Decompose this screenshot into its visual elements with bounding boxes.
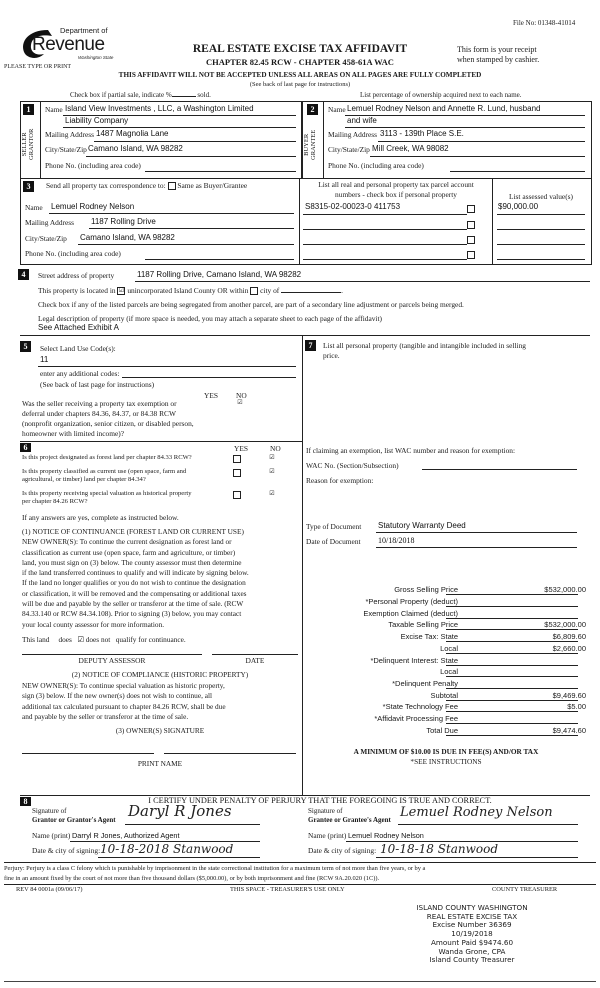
buyer-mailing-label: Mailing Address xyxy=(328,130,378,139)
deputy-assessor-label: DEPUTY ASSESSOR xyxy=(78,656,146,665)
wac-label: WAC No. (Section/Subsection) xyxy=(306,461,399,470)
underline xyxy=(376,532,577,533)
underline xyxy=(303,244,467,245)
grantor-name: Darryl R Jones, Authorized Agent xyxy=(72,831,180,840)
notice-line: classification as current use (open space, farm and agriculture, or timber) xyxy=(22,547,236,557)
exemption-reason-label: Reason for exemption: xyxy=(306,476,374,485)
fee-value: $532,000.00 xyxy=(544,585,586,594)
fee-value: $9,474.60 xyxy=(552,726,586,735)
underline xyxy=(497,214,585,215)
stamp-line: Island County Treasurer xyxy=(429,955,515,965)
certification-statement: I CERTIFY UNDER PENALTY OF PERJURY THAT THE FOREGOING IS TRUE AND CORRECT. xyxy=(148,796,492,805)
treasurer-stamp xyxy=(392,904,552,965)
grantee-name-label: Name (print) xyxy=(308,831,347,840)
fee-label: Excise Tax: State xyxy=(400,632,458,641)
assessed-header: List assessed value(s) xyxy=(508,192,574,201)
section-number-1: 1 xyxy=(23,104,34,115)
section-number-5: 5 xyxy=(20,341,31,352)
city-checkbox xyxy=(250,287,258,295)
underline xyxy=(370,156,585,157)
seller-side-label: SELLER GRANTOR xyxy=(21,128,35,160)
buyer-side-label: BUYER GRANTEE xyxy=(303,129,317,160)
notice-line: land, you must sign on (3) below. The county assessor must then determine xyxy=(22,557,242,567)
underline xyxy=(38,366,296,367)
land-use-label: Select Land Use Code(s): xyxy=(40,344,116,353)
fee-value: $5.00 xyxy=(567,702,586,711)
corr-mailing: 1187 Rolling Drive xyxy=(91,217,156,226)
underline xyxy=(78,244,294,245)
section-number-3: 3 xyxy=(23,181,34,192)
logo-department: Department of xyxy=(60,26,108,35)
please-type-or-print: PLEASE TYPE OR PRINT xyxy=(4,64,72,70)
divider xyxy=(492,178,493,264)
underline xyxy=(398,824,578,825)
exemption-no-checkbox: ☑ xyxy=(237,399,243,406)
buyer-phone-field xyxy=(450,171,585,172)
underline xyxy=(446,711,578,712)
corr-name: Lemuel Rodney Nelson xyxy=(51,202,135,211)
underline xyxy=(303,214,467,215)
divider xyxy=(4,981,596,982)
underline xyxy=(446,641,578,642)
underline xyxy=(135,281,590,282)
forest-yes-checkbox xyxy=(233,455,241,463)
stamp-amount-paid: Amount Paid $9474.60 xyxy=(430,937,514,947)
buyer-name-2: and wife xyxy=(347,116,377,125)
fee-value: $2,660.00 xyxy=(552,644,586,653)
notice-of-compliance-title: (2) NOTICE OF COMPLIANCE (HISTORIC PROPERTY) xyxy=(71,670,249,679)
fee-label: *Personal Property (deduct) xyxy=(365,597,458,606)
underline xyxy=(49,213,294,214)
section-number-2: 2 xyxy=(307,104,318,115)
exemption-question-3: (nonprofit organization, senior citizen, or disabled person, xyxy=(22,419,194,428)
underline xyxy=(446,723,578,724)
fee-label: *Delinquent Penalty xyxy=(392,679,458,688)
current-use-yes-checkbox xyxy=(233,469,241,477)
underline xyxy=(345,127,585,128)
grantee-signature: Lemuel Rodney Nelson xyxy=(400,805,553,820)
land-use-instructions: (See back of last page for instructions) xyxy=(40,380,155,389)
underline xyxy=(446,594,578,595)
personal-property-label: List all personal property (tangible and intangible included in selling xyxy=(323,341,526,350)
underline xyxy=(446,700,578,701)
seller-name: Island View Investments , LLC, a Washington Limited xyxy=(65,104,254,113)
parcel-header-1: List all real and personal property tax parcel account xyxy=(318,180,474,189)
fee-label: Exemption Claimed (deduct) xyxy=(363,609,458,618)
dor-logo xyxy=(18,24,113,66)
receipt-note-2: when stamped by cashier. xyxy=(457,55,540,64)
underline xyxy=(94,141,296,142)
doc-type: Statutory Warranty Deed xyxy=(378,521,466,530)
grantee-signature-label-2: Grantee or Grantee's Agent xyxy=(308,816,391,824)
fee-label: Gross Selling Price xyxy=(394,585,458,594)
located-line: This property is located in ☑ unincorporated Island County OR within city of . xyxy=(38,286,343,295)
grantor-signature: Daryl R Jones xyxy=(128,802,232,820)
fee-label: *Delinquent Interest: State xyxy=(370,656,458,665)
stamp-line: ISLAND COUNTY WASHINGTON xyxy=(416,903,528,912)
current-use-question-2: agricultural, or timber) land per chapter 84.34? xyxy=(22,476,146,483)
underline xyxy=(446,629,578,630)
stamp-line: REAL ESTATE EXCISE TAX xyxy=(426,911,518,921)
underline xyxy=(446,735,578,736)
receipt-note-1: This form is your receipt xyxy=(457,45,537,54)
unincorporated-checkbox: ☑ xyxy=(118,288,125,295)
notice-line: your local county assessor for more information. xyxy=(22,619,165,629)
exemption-claim-label: If claiming an exemption, list WAC number and reason for exemption: xyxy=(306,446,516,455)
section-number-6: 6 xyxy=(20,443,31,452)
notice-line: (1) NOTICE OF CONTINUANCE (FOREST LAND OR CURRENT USE) xyxy=(22,527,244,536)
date-line xyxy=(212,654,298,655)
notice-line: will be due and payable by the seller or transferor at the time of sale. (RCW xyxy=(22,599,244,609)
fee-label: Local xyxy=(440,644,458,653)
historic-yes-checkbox xyxy=(233,491,241,499)
print-name-label: PRINT NAME xyxy=(137,759,183,768)
fee-label: Taxable Selling Price xyxy=(388,620,458,629)
additional-codes-label: enter any additional codes: xyxy=(40,369,120,378)
notice-line: additional tax calculated pursuant to chapter 84.26 RCW, shall be due xyxy=(22,701,226,711)
logo-revenue: Revenue xyxy=(32,34,105,55)
wac-field xyxy=(422,469,577,470)
underline xyxy=(376,547,577,548)
section-number-8: 8 xyxy=(20,797,31,806)
underline xyxy=(345,115,585,116)
fee-value: $6,809.60 xyxy=(552,632,586,641)
yes-header-6: YES xyxy=(234,444,248,453)
notice-line: 84.33.140 or RCW 84.34.108). Prior to signing (3) below, you may contact xyxy=(22,609,242,619)
underline xyxy=(378,141,585,142)
instructions-note: (See back of last page for instructions) xyxy=(249,81,351,88)
historic-question: Is this property receiving special valuation as historical property xyxy=(22,490,192,497)
personal-property-checkbox xyxy=(467,251,475,259)
exemption-question-4: homeowner with limited income)? xyxy=(22,429,125,438)
underline xyxy=(497,259,585,260)
ownership-note: List percentage of ownership acquired next to each name. xyxy=(360,91,522,99)
grantor-date-label: Date & city of signing: xyxy=(32,846,101,855)
underline xyxy=(446,606,578,607)
current-use-question: Is this property classified as current use (open space, farm and xyxy=(22,468,187,475)
divider xyxy=(4,862,596,863)
grantee-date-label: Date & city of signing: xyxy=(308,846,377,855)
continuance-qualification: This land does ☑ does not qualify for continuance. xyxy=(22,635,186,644)
form-revision: REV 84 0001a (09/06/17) xyxy=(16,886,83,893)
see-instructions: *SEE INSTRUCTIONS xyxy=(410,757,482,766)
personal-property-checkbox xyxy=(467,221,475,229)
treasurer-use-only: THIS SPACE - TREASURER'S USE ONLY xyxy=(230,886,345,893)
if-yes-note: If any answers are yes, complete as instructed below. xyxy=(22,513,179,522)
same-as-buyer-checkbox xyxy=(168,182,176,190)
notice-of-continuance xyxy=(22,527,249,630)
no-header-6: NO xyxy=(270,444,281,453)
buyer-city: Mill Creek, WA 98082 xyxy=(372,144,449,153)
seller-mailing-label: Mailing Address xyxy=(45,130,95,139)
notice-line: NEW OWNER(S): To continue the current designation as forest land or xyxy=(22,537,232,547)
owner-signature-line xyxy=(22,753,154,754)
seller-phone-label: Phone No. (including area code) xyxy=(45,161,141,170)
buyer-phone-label: Phone No. (including area code) xyxy=(328,161,424,170)
underline xyxy=(376,857,578,858)
perjury-note-1: Perjury: Perjury is a class C felony which is punishable by imprisonment in the state correctional institution for a maximum term of not more than five years, or by a xyxy=(4,865,426,872)
logo-state: Washington State xyxy=(78,55,114,60)
underline xyxy=(303,229,467,230)
forest-no-checkbox: ☑ xyxy=(269,454,275,461)
grantor-signature-label-2: Grantor or Grantor's Agent xyxy=(32,816,116,824)
seller-mailing: 1487 Magnolia Lane xyxy=(96,129,169,138)
date-label: DATE xyxy=(245,656,265,665)
underline xyxy=(497,229,585,230)
corr-city: Camano Island, WA 98282 xyxy=(80,233,175,242)
exemption-question-2: deferral under chapters 84.36, 84.37, or 84.38 RCW xyxy=(22,409,176,418)
underline xyxy=(303,259,467,260)
divider xyxy=(40,101,41,179)
no-header: NO xyxy=(236,391,247,400)
perjury-note-2: fine in an amount fixed by the court of not more than five thousand dollars ($5,000.00), or by both imprisonment and fine (RCW 9A.20.020 (1C)). xyxy=(4,875,380,882)
forest-land-question: Is this project designated as forest land per chapter 84.33 RCW? xyxy=(22,454,192,461)
seller-name-2: Liability Company xyxy=(65,116,129,125)
parcel-number: S8315-02-00023-0 411753 xyxy=(305,202,401,211)
underline xyxy=(446,665,578,666)
fee-value: $9,469.60 xyxy=(552,691,586,700)
corr-phone-label: Phone No. (including area code) xyxy=(25,249,121,258)
seller-city-label: City/State/Zip xyxy=(45,145,87,154)
grantee-signature-label: Signature of xyxy=(308,807,343,815)
fee-value: $532,000.00 xyxy=(544,620,586,629)
personal-property-checkbox xyxy=(467,236,475,244)
parcel-header-2: numbers - check box if personal property xyxy=(335,190,457,199)
historic-question-2: per chapter 84.26 RCW? xyxy=(22,498,88,505)
notice-line: NEW OWNER(S): To continue special valuation as historic property, xyxy=(22,681,225,690)
grantor-signature-label: Signature of xyxy=(32,807,67,815)
owner-signature-line xyxy=(164,753,296,754)
corr-phone-field xyxy=(145,259,294,260)
buyer-mailing: 3113 - 139th Place S.E. xyxy=(380,129,464,138)
grantee-name: Lemuel Rodney Nelson xyxy=(348,831,424,840)
stamp-line: Wanda Grone, CPA xyxy=(438,946,506,956)
underline xyxy=(497,244,585,245)
partial-sale-label: Check box if partial sale, indicate % sold. xyxy=(70,91,211,99)
historic-no-checkbox: ☑ xyxy=(269,490,275,497)
corr-mailing-label: Mailing Address xyxy=(25,218,75,227)
doc-date: 10/18/2018 xyxy=(378,536,415,545)
corr-city-label: City/State/Zip xyxy=(25,234,67,243)
notice-line: if the land transferred continues to qualify and will indicate by signing below. xyxy=(22,568,249,578)
underline xyxy=(89,228,294,229)
underline xyxy=(446,676,578,677)
divider xyxy=(4,884,596,885)
fee-label: *Affidavit Processing Fee xyxy=(374,714,458,723)
stamp-date: 10/19/2018 xyxy=(451,929,493,939)
does-not-checkbox: ☑ xyxy=(77,635,84,644)
underline xyxy=(98,857,260,858)
yes-header: YES xyxy=(204,391,218,400)
exemption-question-1: Was the seller receiving a property tax exemption or xyxy=(22,399,177,408)
fee-label: Subtotal xyxy=(430,691,458,700)
county-treasurer-label: COUNTY TREASURER xyxy=(492,886,558,893)
legal-description: See Attached Exhibit A xyxy=(38,323,119,332)
segregated-note: Check box if any of the listed parcels are being segregated from another parcel, are part of a secondary line adjustment or parcels being merged. xyxy=(38,300,464,309)
form-subtitle: CHAPTER 82.45 RCW - CHAPTER 458-61A WAC xyxy=(206,57,394,67)
send-correspondence-label: Send all property tax correspondence to: Same as Buyer/Grantee xyxy=(46,181,248,190)
completion-warning: THIS AFFIDAVIT WILL NOT BE ACCEPTED UNLESS ALL AREAS ON ALL PAGES ARE FULLY COMPLETED xyxy=(118,71,482,79)
personal-property-checkbox xyxy=(467,205,475,213)
section-number-7: 7 xyxy=(305,340,316,351)
land-use-code: 11 xyxy=(40,355,49,364)
grantor-date-city: 10-18-2018 Stanwood xyxy=(100,842,234,856)
notice-line: and payable by the seller or transferor at the time of sale. xyxy=(22,711,189,721)
notice-line: If the land no longer qualifies or you do not wish to continue the designation xyxy=(22,578,246,588)
grantor-name-label: Name (print) xyxy=(32,831,71,840)
underline xyxy=(86,156,296,157)
divider xyxy=(323,101,324,179)
stamp-excise-number: Excise Number 36369 xyxy=(432,920,512,930)
grantee-date-city: 10-18-18 Stanwood xyxy=(380,842,499,856)
notice-line: sign (3) below. If the new owner(s) does not wish to continue, all xyxy=(22,691,213,701)
doc-date-label: Date of Document xyxy=(306,537,361,546)
divider xyxy=(302,335,303,795)
fee-label: Local xyxy=(440,667,458,676)
assessed-value: $90,000.00 xyxy=(498,202,539,211)
fee-label: Total Due xyxy=(426,726,458,735)
property-street: 1187 Rolling Drive, Camano Island, WA 98282 xyxy=(137,270,302,279)
underline xyxy=(125,824,260,825)
legal-description-label: Legal description of property (if more space is needed, you may attach a separate sheet to each page of the affidavit) xyxy=(38,314,382,323)
underline xyxy=(446,653,578,654)
underline xyxy=(63,127,296,128)
form-title: REAL ESTATE EXCISE TAX AFFIDAVIT xyxy=(192,43,408,55)
seller-phone-field xyxy=(145,171,296,172)
doc-type-label: Type of Document xyxy=(306,522,362,531)
divider xyxy=(20,335,590,336)
corr-name-label: Name xyxy=(25,203,43,212)
buyer-city-label: City/State/Zip xyxy=(328,145,370,154)
owner-signature-label: (3) OWNER(S) SIGNATURE xyxy=(115,726,205,735)
notice-of-compliance xyxy=(22,681,226,722)
seller-name-label: Name xyxy=(45,105,63,114)
underline xyxy=(446,688,578,689)
buyer-name-label: Name xyxy=(328,105,346,114)
notice-line: or classification, it will be removed and the compensating or additional taxes xyxy=(22,588,247,598)
section-number-4: 4 xyxy=(18,269,29,280)
street-label: Street address of property xyxy=(38,271,115,280)
additional-codes-field xyxy=(122,377,296,378)
personal-property-label-2: price. xyxy=(323,351,340,360)
underline xyxy=(446,618,578,619)
current-use-no-checkbox: ☑ xyxy=(269,468,275,475)
deputy-assessor-line xyxy=(22,654,202,655)
seller-city: Camano Island, WA 98282 xyxy=(88,144,183,153)
minimum-note: A MINIMUM OF $10.00 IS DUE IN FEE(S) AND/OR TAX xyxy=(353,747,539,756)
buyer-name: Lemuel Rodney Nelson and Annette R. Lund, husband xyxy=(347,104,541,113)
divider xyxy=(20,441,302,442)
fee-label: *State Technology Fee xyxy=(382,702,458,711)
file-number: File No: 01348-41014 xyxy=(513,19,576,27)
